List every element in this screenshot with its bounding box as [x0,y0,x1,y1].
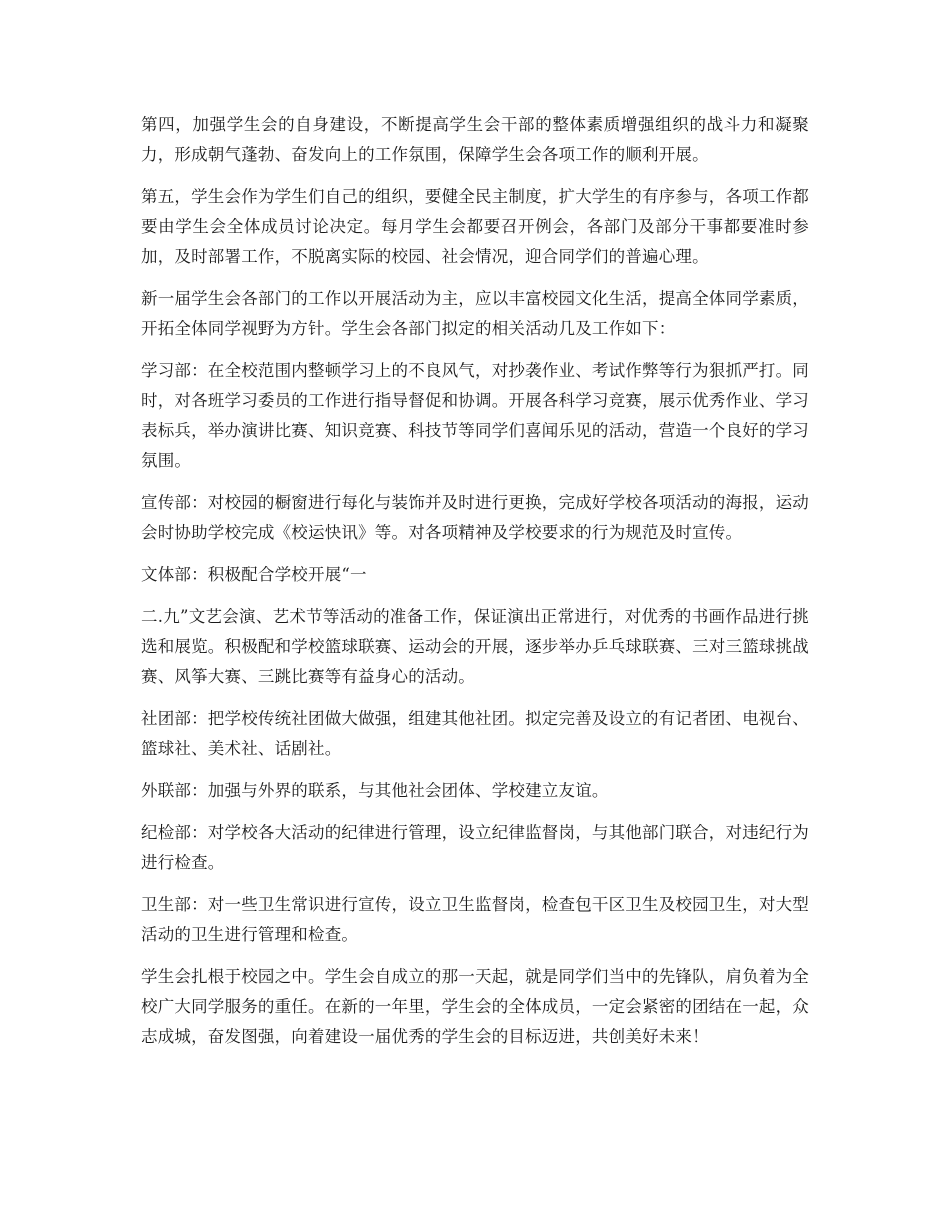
paragraph-conclusion: 学生会扎根于校园之中。学生会自成立的那一天起，就是同学们当中的先锋队，肩负着为全校广大同学服务的重任。在新的一年里，学生会的全体成员，一定会紧密的团结在一起，众志成城，奋发图强，向着建设一届优秀的学生会的目标迈进，共创美好未来！ [141,967,809,1046]
paragraph-clubs-department: 社团部：把学校传统社团做大做强，组建其他社团。拟定完善及设立的有记者团、电视台、篮球社、美术社、话剧社。 [141,709,809,758]
document-body [141,110,809,1064]
paragraph-external-relations-department: 外联部：加强与外界的联系，与其他社会团体、学校建立友谊。 [141,781,609,800]
paragraph-democratic-system: 第五，学生会作为学生们自己的组织，要健全民主制度，扩大学生的有序参与，各项工作都要由学生会全体成员讨论决定。每月学生会都要召开例会，各部门及部分干事都要准时参加，及时部署工作，不脱离实际的校园、社会情况，迎合同学们的普遍心理。 [141,187,809,266]
paragraph-department-overview: 新一届学生会各部门的工作以开展活动为主，应以丰富校园文化生活，提高全体同学素质，开拓全体同学视野为方针。学生会各部门拟定的相关活动几及工作如下： [141,289,809,338]
paragraph-publicity-department: 宣传部：对校园的橱窗进行每化与装饰并及时进行更换，完成好学校各项活动的海报，运动会时协助学校完成《校运快讯》等。对各项精神及学校要求的行为规范及时宣传。 [141,493,809,542]
paragraph-discipline-department: 纪检部：对学校各大活动的纪律进行管理，设立纪律监督岗，与其他部门联合，对违纪行为进行检查。 [141,823,809,872]
paragraph-hygiene-department: 卫生部：对一些卫生常识进行宣传，设立卫生监督岗，检查包干区卫生及校园卫生，对大型活动的卫生进行管理和检查。 [141,895,809,944]
paragraph-sports-arts-department: 文体部：积极配合学校开展“一 [141,565,367,584]
paragraph-student-union-self-building: 第四，加强学生会的自身建设，不断提高学生会干部的整体素质增强组织的战斗力和凝聚力，形成朝气蓬勃、奋发向上的工作氛围，保障学生会各项工作的顺利开展。 [141,115,809,164]
paragraph-study-department: 学习部：在全校范围内整顿学习上的不良风气，对抄袭作业、考试作弊等行为狠抓严打。同时，对各班学习委员的工作进行指导督促和协调。开展各科学习竞赛，展示优秀作业、学习表标兵，举办演讲比赛、知识竞赛、科技节等同学们喜闻乐见的活动，营造一个良好的学习氛围。 [141,361,809,470]
paragraph-sports-arts-continued: 二.九”文艺会演、艺术节等活动的准备工作，保证演出正常进行，对优秀的书画作品进行挑选和展览。积极配和学校篮球联赛、运动会的开展，逐步举办乒乓球联赛、三对三篮球挑战赛、风筝大赛、三跳比赛等有益身心的活动。 [141,607,809,686]
